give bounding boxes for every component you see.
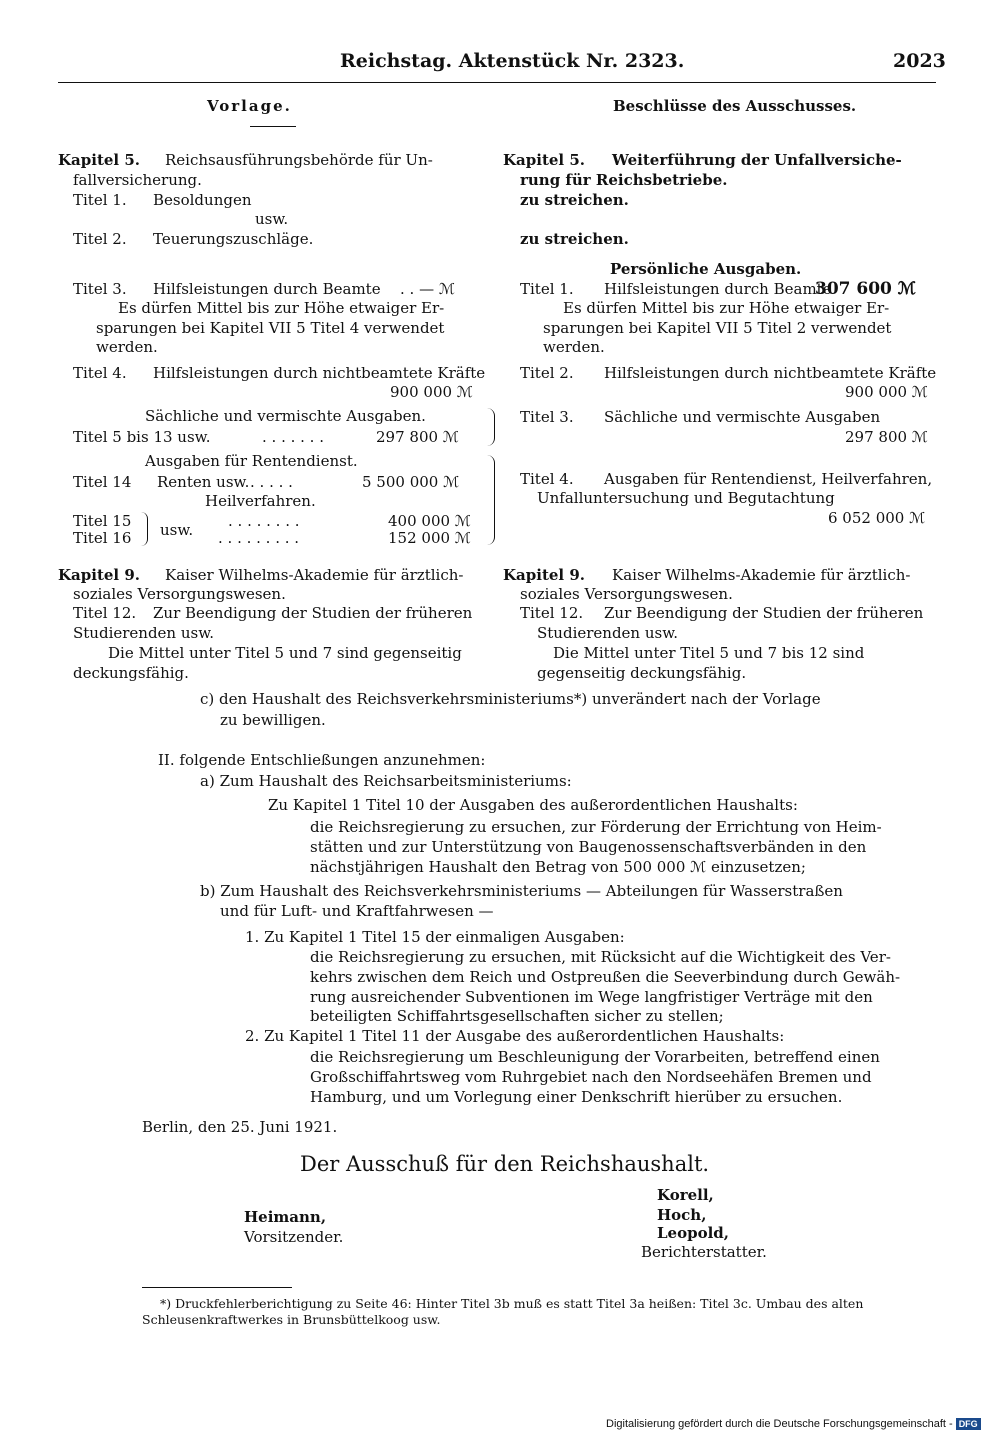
section-b1-text-3: rung ausreichender Subventionen im Wege langfristiger Verträge mit den — [310, 988, 873, 1006]
right-t4-label: Titel 4. — [520, 470, 574, 488]
right-t2-amount: 900 000 ℳ — [845, 383, 928, 401]
reporter-1: Korell, — [657, 1186, 714, 1204]
reporter-role: Berichterstatter. — [641, 1243, 767, 1261]
left-t3-text: Hilfsleistungen durch Beamte — [153, 280, 381, 298]
right-k5-label: Kapitel 5. — [503, 151, 585, 169]
left-heading-rule — [250, 126, 296, 127]
right-pers-heading: Persönliche Ausgaben. — [610, 260, 802, 278]
right-t1-note-3: werden. — [543, 338, 605, 356]
left-heil: Heilverfahren. — [205, 492, 316, 510]
right-zu-streichen-2: zu streichen. — [520, 230, 629, 248]
right-t1-note: Es dürfen Mittel bis zur Höhe etwaiger Er- — [563, 299, 890, 317]
left-t14-dots: . . . . . — [250, 473, 293, 491]
left-k9-label: Kapitel 9. — [58, 566, 140, 584]
right-t12-label: Titel 12. — [520, 604, 584, 622]
left-t15-amount: 400 000 ℳ — [388, 512, 471, 530]
left-t2-text: Teuerungszuschläge. — [153, 230, 314, 248]
right-heading: Beschlüsse des Ausschusses. — [613, 97, 857, 115]
left-t15-dots: . . . . . . . . — [228, 512, 300, 530]
section-b1-head: 1. Zu Kapitel 1 Titel 15 der einmaligen Ausgaben: — [245, 928, 625, 946]
section-a: a) Zum Haushalt des Reichsarbeitsministeriums: — [200, 772, 572, 790]
section-a-text-1: die Reichsregierung zu ersuchen, zur Förderung der Errichtung von Heim- — [310, 818, 882, 836]
right-t1-note-2: sparungen bei Kapitel VII 5 Titel 2 verwendet — [543, 319, 892, 337]
right-t4-text-cont: Unfalluntersuchung und Begutachtung — [537, 489, 835, 507]
footnote-line-1: *) Druckfehlerberichtigung zu Seite 46: Hinter Titel 3b muß es statt Titel 3a heißen: Titel 3c. Umbau des alten — [160, 1296, 864, 1311]
left-t12-text-cont: Studierenden usw. — [73, 624, 215, 642]
right-k9-note-cont: gegenseitig deckungsfähig. — [537, 664, 747, 682]
left-t3-note: Es dürfen Mittel bis zur Höhe etwaiger Er- — [118, 299, 445, 317]
right-k9-note: Die Mittel unter Titel 5 und 7 bis 12 sind — [553, 644, 865, 662]
left-k9-note: Die Mittel unter Titel 5 und 7 sind gegenseitig — [108, 644, 462, 662]
left-t4-label: Titel 4. — [73, 364, 127, 382]
section-a-text-2: stätten und zur Unterstützung von Baugenossenschaftsverbänden in den — [310, 838, 867, 856]
left-t14-amount: 5 500 000 ℳ — [362, 473, 460, 491]
left-t5-label: Titel 5 bis 13 usw. — [73, 428, 211, 446]
reporter-3: Leopold, — [657, 1224, 729, 1242]
left-k9-note-cont: deckungsfähig. — [73, 664, 189, 682]
section-c-cont: zu bewilligen. — [220, 711, 326, 729]
left-t16-label: Titel 16 — [73, 529, 132, 547]
right-k5-title: Weiterführung der Unfallversiche- — [612, 151, 902, 169]
left-k5-title-cont: fallversicherung. — [73, 171, 202, 189]
section-a-sub: Zu Kapitel 1 Titel 10 der Ausgaben des außerordentlichen Haushalts: — [268, 796, 798, 814]
right-t3-label: Titel 3. — [520, 408, 574, 426]
header-rule — [58, 82, 936, 83]
right-k9-title: Kaiser Wilhelms-Akademie für ärztlich- — [612, 566, 911, 584]
left-brace-1516 — [141, 512, 148, 546]
left-t1-label: Titel 1. — [73, 191, 127, 209]
chair-name: Heimann, — [244, 1208, 327, 1226]
right-t3-text: Sächliche und vermischte Ausgaben — [604, 408, 881, 426]
section-ii: II. folgende Entschließungen anzunehmen: — [158, 751, 486, 769]
left-rent-heading: Ausgaben für Rentendienst. — [145, 452, 358, 470]
left-t3-amount: . . — ℳ — [400, 280, 455, 298]
left-brace-rent — [486, 455, 495, 545]
right-t4-amount: 6 052 000 ℳ — [828, 509, 926, 527]
dfg-logo: DFG — [956, 1418, 981, 1430]
footnote-rule — [142, 1287, 292, 1288]
left-t1516-usw: usw. — [160, 521, 194, 539]
left-k9-title-cont: soziales Versorgungswesen. — [73, 585, 286, 603]
section-b1-text-1: die Reichsregierung zu ersuchen, mit Rücksicht auf die Wichtigkeit des Ver- — [310, 948, 891, 966]
reporter-2: Hoch, — [657, 1206, 707, 1224]
right-t2-label: Titel 2. — [520, 364, 574, 382]
right-t4-text: Ausgaben für Rentendienst, Heilverfahren, — [604, 470, 933, 488]
left-heading: Vorlage. — [207, 97, 292, 115]
left-t14-label: Titel 14 — [73, 473, 132, 491]
right-k5-title-cont: rung für Reichsbetriebe. — [520, 171, 728, 189]
left-t14-text: Renten usw. — [157, 473, 250, 491]
date-line: Berlin, den 25. Juni 1921. — [142, 1118, 338, 1136]
left-t4-amount: 900 000 ℳ — [390, 383, 473, 401]
section-b2-text-1: die Reichsregierung um Beschleunigung der Vorarbeiten, betreffend einen — [310, 1048, 880, 1066]
left-t1-usw: usw. — [255, 210, 289, 228]
section-b-cont: und für Luft- und Kraftfahrwesen — — [220, 902, 494, 920]
right-k9-title-cont: soziales Versorgungswesen. — [520, 585, 733, 603]
right-zu-streichen-1: zu streichen. — [520, 191, 629, 209]
footnote-line-2: Schleusenkraftwerkes in Brunsbüttelkoog usw. — [142, 1312, 441, 1327]
section-b2-head: 2. Zu Kapitel 1 Titel 11 der Ausgabe des außerordentlichen Haushalts: — [245, 1027, 785, 1045]
right-t1-text: Hilfsleistungen durch Beamte — [604, 280, 832, 298]
left-t12-label: Titel 12. — [73, 604, 137, 622]
left-t12-text: Zur Beendigung der Studien der früheren — [153, 604, 473, 622]
left-k9-title: Kaiser Wilhelms-Akademie für ärztlich- — [165, 566, 464, 584]
right-t3-amount: 297 800 ℳ — [845, 428, 928, 446]
left-t3-note-3: werden. — [96, 338, 158, 356]
left-t15-label: Titel 15 — [73, 512, 132, 530]
left-t2-label: Titel 2. — [73, 230, 127, 248]
section-b: b) Zum Haushalt des Reichsverkehrsministeriums — Abteilungen für Wasserstraßen — [200, 882, 843, 900]
digitization-credit — [606, 1418, 981, 1430]
left-sach-heading: Sächliche und vermischte Ausgaben. — [145, 407, 426, 425]
section-b2-text-2: Großschiffahrtsweg vom Ruhrgebiet nach den Nordseehäfen Bremen und — [310, 1068, 872, 1086]
right-t12-text-cont: Studierenden usw. — [537, 624, 679, 642]
left-brace-sach — [486, 408, 495, 446]
right-t1-label: Titel 1. — [520, 280, 574, 298]
committee-title: Der Ausschuß für den Reichshaushalt. — [300, 1152, 710, 1176]
page-number: 2023 — [893, 50, 946, 72]
left-t1-text: Besoldungen — [153, 191, 252, 209]
chair-role: Vorsitzender. — [244, 1228, 344, 1246]
left-t5-dots: . . . . . . . — [262, 428, 324, 446]
left-t4-text: Hilfsleistungen durch nichtbeamtete Kräfte — [153, 364, 486, 382]
running-header: Reichstag. Aktenstück Nr. 2323. — [340, 50, 685, 72]
right-t1-amount: 307 600 ℳ — [815, 279, 916, 299]
credit-text: Digitalisierung gefördert durch die Deutsche Forschungsgemeinschaft - — [606, 1418, 953, 1430]
right-k9-label: Kapitel 9. — [503, 566, 585, 584]
section-b2-text-3: Hamburg, und um Vorlegung einer Denkschrift hierüber zu ersuchen. — [310, 1088, 843, 1106]
section-c: c) den Haushalt des Reichsverkehrsministeriums*) unverändert nach der Vorlage — [200, 690, 821, 708]
left-t16-amount: 152 000 ℳ — [388, 529, 471, 547]
left-k5-label: Kapitel 5. — [58, 151, 140, 169]
left-k5-title: Reichsausführungsbehörde für Un- — [165, 151, 433, 169]
right-t2-text: Hilfsleistungen durch nichtbeamtete Kräfte — [604, 364, 937, 382]
left-t16-dots: . . . . . . . . . — [218, 529, 300, 547]
left-t5-amount: 297 800 ℳ — [376, 428, 459, 446]
left-t3-label: Titel 3. — [73, 280, 127, 298]
right-t12-text: Zur Beendigung der Studien der früheren — [604, 604, 924, 622]
section-a-text-3: nächstjährigen Haushalt den Betrag von 500 000 ℳ einzusetzen; — [310, 858, 806, 876]
left-t3-note-2: sparungen bei Kapitel VII 5 Titel 4 verwendet — [96, 319, 445, 337]
section-b1-text-4: beteiligten Schiffahrtsgesellschaften sicher zu stellen; — [310, 1007, 724, 1025]
section-b1-text-2: kehrs zwischen dem Reich und Ostpreußen die Seeverbindung durch Gewäh- — [310, 968, 901, 986]
